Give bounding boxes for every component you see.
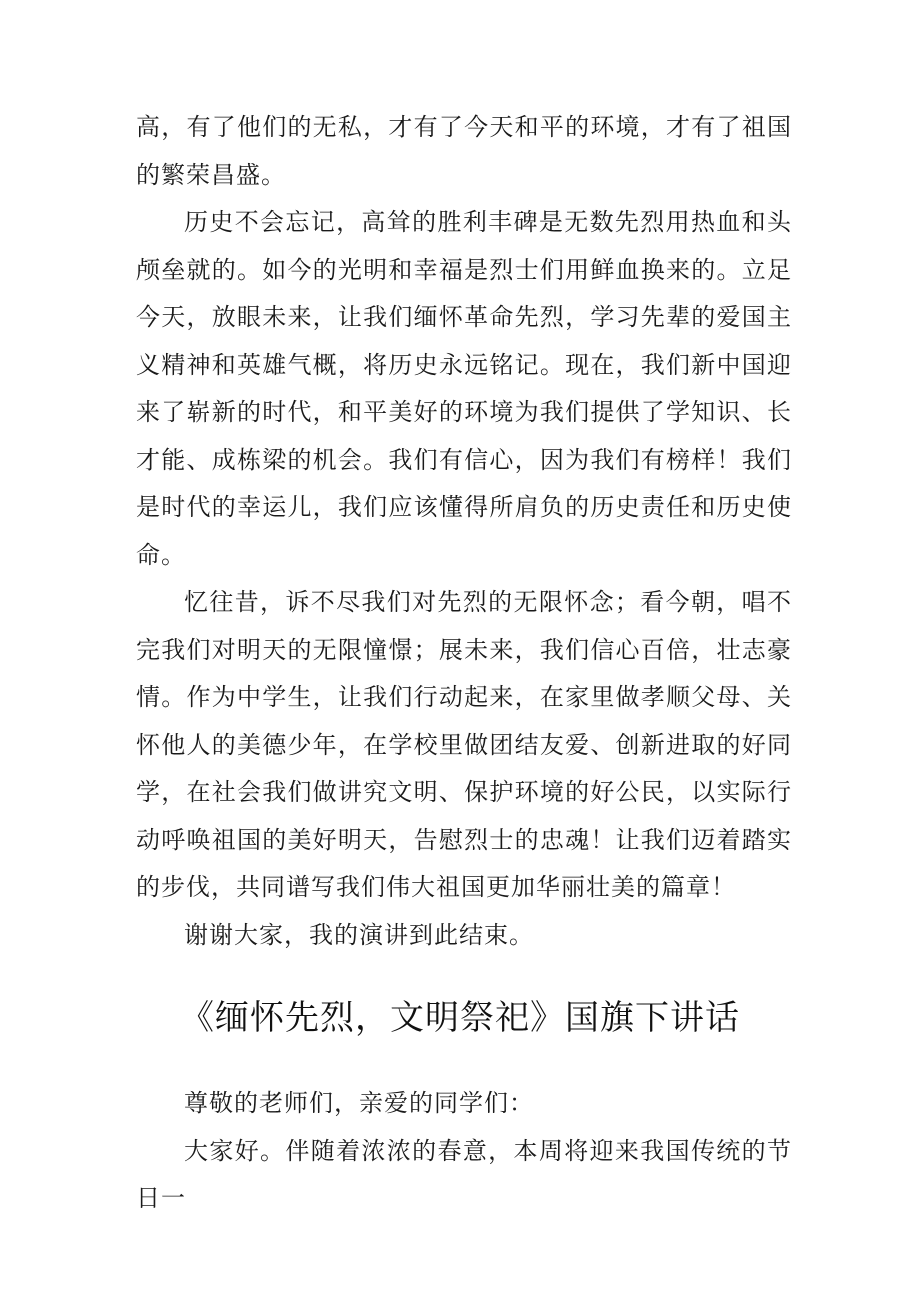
paragraph-continuation: 高，有了他们的无私，才有了今天和平的环境，才有了祖国的繁荣昌盛。 [136,113,792,189]
speech-body-top [136,104,792,959]
paragraph-closing: 谢谢大家，我的演讲到此结束。 [184,920,534,949]
paragraph-salutation: 尊敬的老师们，亲爱的同学们： [184,1089,534,1117]
speech-body-bottom [136,1080,792,1223]
paragraph-reflection: 忆往昔，诉不尽我们对先烈的无限怀念；看今朝，唱不完我们对明天的无限憧憬；展未来，我们信心百倍，壮志豪情。作为中学生，让我们行动起来，在家里做孝顺父母、关怀他人的美德少年，在学校里做团结友爱、创新进取的好同学，在社会我们做讲究文明、保护环境的好公民，以实际行动呼唤祖国的美好明天，告慰烈士的忠魂！让我们迈着踏实的步伐，共同谱写我们伟大祖国更加华丽壮美的篇章！ [136,588,792,901]
speech-title: 《缅怀先烈，文明祭祀》国旗下讲话 [180,998,740,1038]
paragraph-history: 历史不会忘记，高耸的胜利丰碑是无数先烈用热血和头颅垒就的。如今的光明和幸福是烈士们用鲜血换来的。立足今天，放眼未来，让我们缅怀革命先烈，学习先辈的爱国主义精神和英雄气概，将历史永远铭记。现在，我们新中国迎来了崭新的时代，和平美好的环境为我们提供了学知识、长才能、成栋梁的机会。我们有信心，因为我们有榜样！我们是时代的幸运儿，我们应该懂得所肩负的历史责任和历史使命。 [136,208,792,569]
paragraph-opening: 大家好。伴随着浓浓的春意，本周将迎来我国传统的节日一 [136,1136,792,1212]
